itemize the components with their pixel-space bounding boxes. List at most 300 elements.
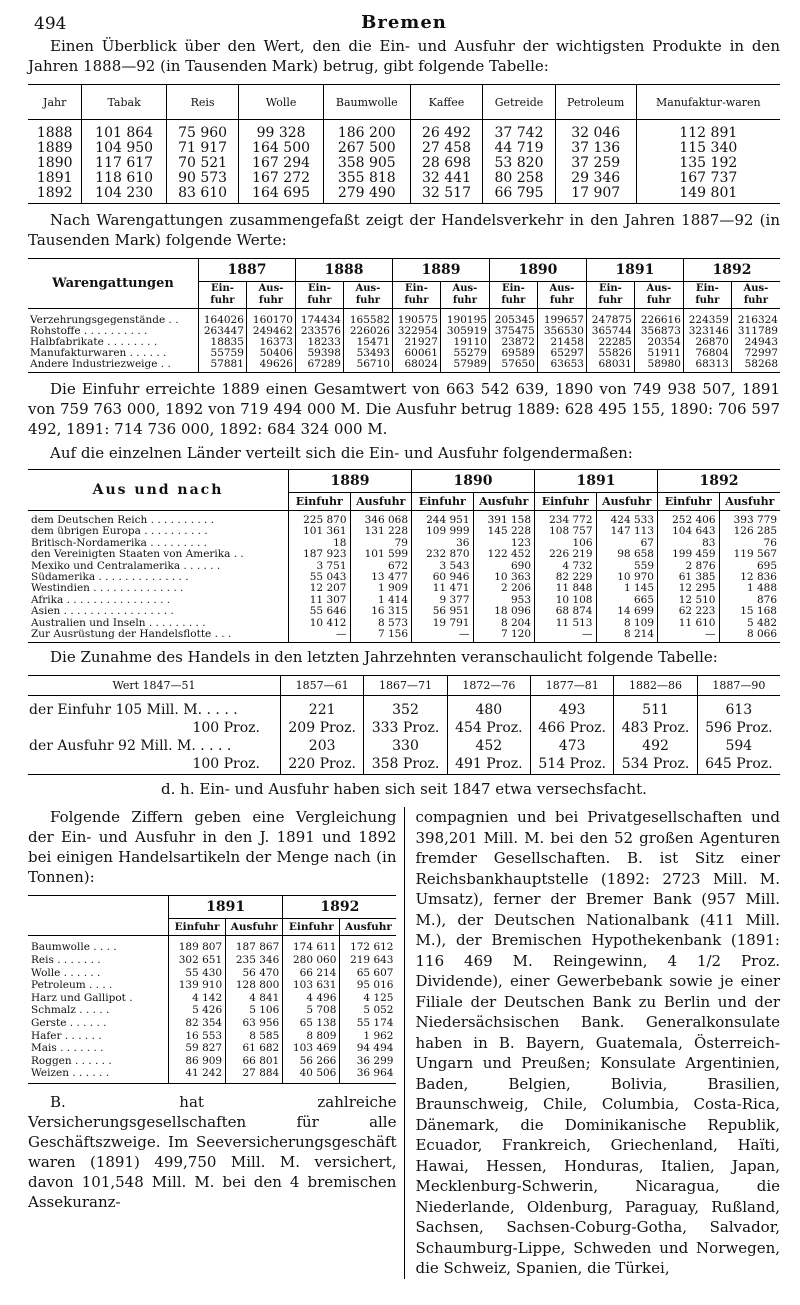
table-cell: 12 295 xyxy=(658,583,720,594)
table-cell: 473 xyxy=(531,737,614,755)
table-cell: 219 643 xyxy=(340,954,397,967)
row-label: der Ausfuhr 92 Mill. M. . . . . xyxy=(29,738,232,755)
table-cell: 68024 xyxy=(392,359,440,373)
subheader: Ein-fuhr xyxy=(392,282,440,309)
row-label: dem übrigen Europa . . . . . . . . . . xyxy=(31,525,208,538)
table-cell: 1 962 xyxy=(340,1030,397,1043)
table-cell: 1891 xyxy=(36,170,73,186)
products-table xyxy=(28,84,780,204)
subheader: Einfuhr xyxy=(169,919,226,936)
table-cell: 53 820 xyxy=(483,156,556,171)
subheader: Ausfuhr xyxy=(473,493,535,511)
table-row xyxy=(28,719,780,737)
table-cell: 82 229 xyxy=(535,572,597,583)
categories-table xyxy=(28,258,780,373)
row-label: Rohstoffe . . . . . . . . . . xyxy=(30,325,148,337)
table-row xyxy=(28,511,780,527)
year-header: 1892 xyxy=(658,470,781,493)
countries-header: Aus und nach xyxy=(28,470,289,511)
table-cell: 3 751 xyxy=(289,561,351,572)
table-cell: 67289 xyxy=(295,359,343,373)
table-cell: 187 867 xyxy=(226,936,283,954)
row-label: Südamerika . . . . . . . . . . . . . . xyxy=(31,571,189,584)
table-cell: 49626 xyxy=(246,359,295,373)
insurance-paragraph: B. hat zahlreiche Versicherungsgesellschaften für alle Geschäftszweige. Im Seeversicherungsgeschäft waren (1891) 499,750 Mill. M. versichert, davon 101,548 Mill. M. bei den 4 bremischen Assekuranz- xyxy=(28,1093,397,1211)
table-cell: 8 204 xyxy=(473,618,535,629)
table-cell: 11 307 xyxy=(289,595,351,606)
table-cell: 63653 xyxy=(537,359,586,373)
table-cell: 10 970 xyxy=(596,572,658,583)
table-cell: 37 259 xyxy=(555,156,636,171)
table-cell: 76804 xyxy=(683,348,731,359)
table-cell: 164 695 xyxy=(239,186,323,204)
table-cell: 57881 xyxy=(199,359,247,373)
table-cell: 108 757 xyxy=(535,526,597,537)
column-header: 1857—61 xyxy=(281,676,364,696)
table-cell: 86 909 xyxy=(169,1055,226,1068)
page-title: Bremen xyxy=(361,12,447,33)
table-cell: 876 xyxy=(719,595,780,606)
countries-table xyxy=(28,469,780,643)
table-cell: 4 142 xyxy=(169,992,226,1005)
table-cell: 23872 xyxy=(489,337,537,348)
table-cell: 131 228 xyxy=(350,526,412,537)
table-cell: 12 207 xyxy=(289,583,351,594)
table-cell: 164 500 xyxy=(239,141,323,156)
table-cell: 244 951 xyxy=(412,511,474,527)
table-cell: 101 361 xyxy=(289,526,351,537)
row-label: den Vereinigten Staaten von Amerika . . xyxy=(31,548,244,561)
table-cell: 11 610 xyxy=(658,618,720,629)
year-header: 1891 xyxy=(535,470,658,493)
column-header: 1872—76 xyxy=(447,676,530,696)
column-header: Baumwolle xyxy=(323,85,410,120)
table-row xyxy=(28,1042,396,1055)
table-cell: 26 492 xyxy=(410,120,483,142)
table-cell: 66 801 xyxy=(226,1055,283,1068)
table-cell: 1889 xyxy=(36,140,73,156)
totals-paragraph: Die Einfuhr erreichte 1889 einen Gesamtwert von 663 542 639, 1890 von 749 938 507, 1891 von 759 763 000, 1892 von 719 494 000 M. Die Ausfuhr betrug 1889: 628 495 155, 1890: 706 597 492, 1891: 714 736 000, 1892: 684 324 000 M. xyxy=(28,380,780,438)
table-row xyxy=(28,936,396,954)
left-column xyxy=(28,807,405,1279)
subheader: Aus-fuhr xyxy=(246,282,295,309)
subheader: Einfuhr xyxy=(289,493,351,511)
subheader: Ausfuhr xyxy=(719,493,780,511)
table-row xyxy=(28,606,780,617)
table-cell: 20354 xyxy=(634,337,683,348)
table-cell: 26870 xyxy=(683,337,731,348)
subheader: Ein-fuhr xyxy=(683,282,731,309)
table-cell: 15471 xyxy=(343,337,392,348)
row-label: Halbfabrikate . . . . . . . . xyxy=(30,336,158,348)
table-cell: 187 923 xyxy=(289,549,351,560)
row-label: Petroleum . . . . xyxy=(31,979,113,992)
table-cell: 613 xyxy=(697,696,780,720)
table-cell: 232 870 xyxy=(412,549,474,560)
table-cell: 104 950 xyxy=(82,141,166,156)
table-cell: 311789 xyxy=(731,326,780,337)
table-cell: 13 477 xyxy=(350,572,412,583)
table-row xyxy=(28,629,780,643)
table-cell: 355 818 xyxy=(323,171,410,186)
table-cell: 98 658 xyxy=(596,549,658,560)
table-cell: 76 xyxy=(719,538,780,549)
table-cell: 104 230 xyxy=(82,186,166,204)
table-cell: 220 Proz. xyxy=(281,755,364,775)
table-cell: 122 452 xyxy=(473,549,535,560)
table-cell: 21458 xyxy=(537,337,586,348)
column-header: Tabak xyxy=(82,85,166,120)
banks-consulates-paragraph: compagnien und bei Privatgesellschaften und 398,201 Mill. M. bei den 52 großen Agenturen fremder Gesellschaften. B. ist Sitz einer Reichsbankhauptstelle (1892: 2723 Mill. M. Umsatz), ferner der Bremer Bank (957 Mill. M.), der Deutschen Nationalbank (411 Mill. M.), der Bremischen Hypothekenbank (1891: 116 469 M. Reingewinn, 4 1/2 Proz. Dividende), einer Gewerbebank sowie je einer Filiale der Deutschen Bank zu Berlin und der Niedersächsischen Bank. Generalkonsulate haben in B. Bayern, Guatemala, Österreich-Ungarn und Preußen; Konsulate Argentinien, Baden, Belgien, Bolivia, Brasilien, Braunschweig, Chile, Columbia, Costa-Rica, Dänemark, die Dominikanische Republik, Ecuador, Frankreich, Griechenland, Haïti, Hawai, Hessen, Honduras, Italien, Japan, Mecklenburg-Schwerin, Nicaragua, die Niederlande, Oldenburg, Paraguay, Rußland, Sachsen, Sachsen-Coburg-Gotha, Salvador, Schaumburg-Lippe, Schweden und Norwegen, die Schweiz, Spanien, die Türkei, xyxy=(415,808,780,1278)
table-cell: 160170 xyxy=(246,309,295,327)
table-cell: 101 864 xyxy=(82,120,166,142)
table-cell: 480 xyxy=(447,696,530,720)
table-cell: 190575 xyxy=(392,309,440,327)
year-header: 1892 xyxy=(683,259,780,282)
two-columns xyxy=(28,807,780,1279)
table-cell: 5 708 xyxy=(283,1004,340,1017)
table-cell: 5 052 xyxy=(340,1004,397,1017)
table-cell: 27 458 xyxy=(410,141,483,156)
table-cell: 60 946 xyxy=(412,572,474,583)
table-cell: 65 138 xyxy=(283,1017,340,1030)
document-page xyxy=(28,10,780,1279)
table-cell: 101 599 xyxy=(350,549,412,560)
table-cell: 18835 xyxy=(199,337,247,348)
table-cell: 55 646 xyxy=(289,606,351,617)
table-cell: 452 xyxy=(447,737,530,755)
year-header: 1890 xyxy=(412,470,535,493)
table-cell: 16 553 xyxy=(169,1030,226,1043)
table-cell: 234 772 xyxy=(535,511,597,527)
row-label: Gerste . . . . . . xyxy=(31,1017,107,1030)
table-cell: 95 016 xyxy=(340,979,397,992)
table-cell: 233576 xyxy=(295,326,343,337)
table-cell: 126 285 xyxy=(719,526,780,537)
table-cell: 203 xyxy=(281,737,364,755)
table-cell: 90 573 xyxy=(166,171,239,186)
subheader: Aus-fuhr xyxy=(634,282,683,309)
table-cell: 14 699 xyxy=(596,606,658,617)
table-cell: 2 876 xyxy=(658,561,720,572)
intro-growth: Die Zunahme des Handels in den letzten Jahrzehnten veranschaulicht folgende Tabelle: xyxy=(50,648,718,667)
table-cell: 305919 xyxy=(440,326,489,337)
table-cell: 189 807 xyxy=(169,936,226,954)
table-cell: 333 Proz. xyxy=(364,719,447,737)
table-cell: 221 xyxy=(281,696,364,720)
table-row xyxy=(28,359,780,373)
table-cell: 53493 xyxy=(343,348,392,359)
table-cell: 18233 xyxy=(295,337,343,348)
subheader: Einfuhr xyxy=(412,493,474,511)
table-row xyxy=(28,156,780,171)
table-cell: 55279 xyxy=(440,348,489,359)
table-row xyxy=(28,171,780,186)
year-header: 1889 xyxy=(289,470,412,493)
table-cell: 358 905 xyxy=(323,156,410,171)
table-cell: 491 Proz. xyxy=(447,755,530,775)
table-cell: 199657 xyxy=(537,309,586,327)
table-cell: 27 884 xyxy=(226,1067,283,1083)
table-cell: 61 385 xyxy=(658,572,720,583)
category-header: Warengattungen xyxy=(28,259,199,309)
table-cell: 16 315 xyxy=(350,606,412,617)
table-cell: 57989 xyxy=(440,359,489,373)
row-label: 100 Proz. xyxy=(192,720,260,737)
table-cell: 37 742 xyxy=(483,120,556,142)
table-cell: 8 214 xyxy=(596,629,658,643)
table-cell: 330 xyxy=(364,737,447,755)
table-cell: 8 066 xyxy=(719,629,780,643)
year-header: 1888 xyxy=(295,259,392,282)
table-cell: 118 610 xyxy=(82,171,166,186)
table-cell: 252 406 xyxy=(658,511,720,527)
column-header: Kaffee xyxy=(410,85,483,120)
table-cell: 55826 xyxy=(586,348,634,359)
table-cell: 466 Proz. xyxy=(531,719,614,737)
subheader: Ausfuhr xyxy=(596,493,658,511)
table-cell: 36 299 xyxy=(340,1055,397,1068)
table-cell: 424 533 xyxy=(596,511,658,527)
table-cell: 559 xyxy=(596,561,658,572)
table-cell: 454 Proz. xyxy=(447,719,530,737)
table-cell: 8 809 xyxy=(283,1030,340,1043)
table-cell: 172 612 xyxy=(340,936,397,954)
table-cell: 690 xyxy=(473,561,535,572)
table-cell: 56710 xyxy=(343,359,392,373)
table-cell: 56 951 xyxy=(412,606,474,617)
table-cell: 112 891 xyxy=(636,120,780,142)
table-cell: 7 156 xyxy=(350,629,412,643)
table-cell: 1 909 xyxy=(350,583,412,594)
table-cell: 225 870 xyxy=(289,511,351,527)
year-header: 1891 xyxy=(169,896,283,919)
table-cell: 83 xyxy=(658,538,720,549)
table-cell: 55 430 xyxy=(169,967,226,980)
table-cell: 1888 xyxy=(36,125,73,141)
table-cell: 199 459 xyxy=(658,549,720,560)
year-header: 1891 xyxy=(586,259,683,282)
table-cell: 28 698 xyxy=(410,156,483,171)
table-cell: 4 841 xyxy=(226,992,283,1005)
table-cell: 147 113 xyxy=(596,526,658,537)
row-label: Zur Ausrüstung der Handelsflotte . . . xyxy=(28,629,289,643)
table-cell: 149 801 xyxy=(636,186,780,204)
table-row xyxy=(28,1030,396,1043)
row-label: Reis . . . . . . . xyxy=(31,954,101,967)
table-cell: 10 363 xyxy=(473,572,535,583)
table-cell: 70 521 xyxy=(166,156,239,171)
table-cell: 57650 xyxy=(489,359,537,373)
table-cell: 56 470 xyxy=(226,967,283,980)
subheader: Einfuhr xyxy=(658,493,720,511)
table-cell: 267 500 xyxy=(323,141,410,156)
table-cell: 12 836 xyxy=(719,572,780,583)
row-label: Asien . . . . . . . . . . . . . . . . . xyxy=(31,605,174,618)
column-header: Getreide xyxy=(483,85,556,120)
table-cell: 534 Proz. xyxy=(614,755,697,775)
subheader: Ein-fuhr xyxy=(199,282,247,309)
table-cell: 32 441 xyxy=(410,171,483,186)
subheader: Ein-fuhr xyxy=(586,282,634,309)
table-row xyxy=(28,967,396,980)
table-row xyxy=(28,1067,396,1083)
table-cell: 62 223 xyxy=(658,606,720,617)
table-cell: 174 611 xyxy=(283,936,340,954)
table-row xyxy=(28,120,780,142)
table-cell: 103 469 xyxy=(283,1042,340,1055)
table-cell: 59398 xyxy=(295,348,343,359)
table-cell: 18 096 xyxy=(473,606,535,617)
column-header: 1887—90 xyxy=(697,676,780,696)
table-cell: 205345 xyxy=(489,309,537,327)
intro-tonnage: Folgende Ziffern geben eine Vergleichung der Ein- und Ausfuhr in den J. 1891 und 1892 bei einigen Handelsartikeln der Menge nach (in Tonnen): xyxy=(28,808,397,887)
table-row xyxy=(28,979,396,992)
table-cell: 106 xyxy=(535,538,597,549)
table-cell: 209 Proz. xyxy=(281,719,364,737)
table-cell: 66 795 xyxy=(483,186,556,204)
row-label: Harz und Gallipot . xyxy=(31,991,133,1004)
table-cell: 511 xyxy=(614,696,697,720)
row-label: Mexiko und Centralamerika . . . . . . xyxy=(31,559,221,572)
column-header: Wert 1847—51 xyxy=(28,676,281,696)
table-row xyxy=(28,755,780,775)
table-cell: 41 242 xyxy=(169,1067,226,1083)
table-cell: 514 Proz. xyxy=(531,755,614,775)
table-cell: 65297 xyxy=(537,348,586,359)
year-header: 1889 xyxy=(392,259,489,282)
growth-table xyxy=(28,675,780,775)
table-cell: — xyxy=(658,629,720,643)
table-cell: 167 272 xyxy=(239,171,323,186)
table-cell: 167 737 xyxy=(636,171,780,186)
row-label: Verzehrungsgegenstände . . xyxy=(30,314,179,326)
table-cell: 5 106 xyxy=(226,1004,283,1017)
row-label: Roggen . . . . . . xyxy=(31,1054,112,1067)
table-row xyxy=(28,737,780,755)
year-header: 1892 xyxy=(283,896,397,919)
table-cell: 55759 xyxy=(199,348,247,359)
row-label: Mais . . . . . . . xyxy=(31,1042,104,1055)
table-cell: 37 136 xyxy=(555,141,636,156)
row-label: Wolle . . . . . . xyxy=(31,966,101,979)
table-cell: 51911 xyxy=(634,348,683,359)
table-cell: 18 xyxy=(289,538,351,549)
table-cell: 174434 xyxy=(295,309,343,327)
right-column xyxy=(405,807,780,1279)
column-header: 1877—81 xyxy=(531,676,614,696)
table-cell: 356530 xyxy=(537,326,586,337)
row-label: Westindien . . . . . . . . . . . . . . xyxy=(31,582,184,595)
table-cell: 10 108 xyxy=(535,595,597,606)
table-cell: 79 xyxy=(350,538,412,549)
table-cell: 216324 xyxy=(731,309,780,327)
table-cell: 226 219 xyxy=(535,549,597,560)
table-cell: 4 732 xyxy=(535,561,597,572)
table-cell: 69589 xyxy=(489,348,537,359)
table-cell: 65 607 xyxy=(340,967,397,980)
table-cell: 375475 xyxy=(489,326,537,337)
table-cell: 302 651 xyxy=(169,954,226,967)
page-header xyxy=(28,10,780,36)
table-cell: 99 328 xyxy=(239,120,323,142)
table-cell: 1890 xyxy=(36,155,73,171)
subheader: Aus-fuhr xyxy=(537,282,586,309)
table-row xyxy=(28,1055,396,1068)
table-cell: 72997 xyxy=(731,348,780,359)
column-header: Wolle xyxy=(239,85,323,120)
table-cell: 66 214 xyxy=(283,967,340,980)
table-cell: — xyxy=(412,629,474,643)
table-cell: 63 956 xyxy=(226,1017,283,1030)
table-row xyxy=(28,186,780,204)
row-label: Britisch-Nordamerika . . . . . . . . . xyxy=(31,536,208,549)
table-cell: 8 109 xyxy=(596,618,658,629)
table-cell: 493 xyxy=(531,696,614,720)
table-cell: 4 125 xyxy=(340,992,397,1005)
table-cell: 249462 xyxy=(246,326,295,337)
table-cell: 68 874 xyxy=(535,606,597,617)
table-cell: 346 068 xyxy=(350,511,412,527)
table-cell: 29 346 xyxy=(555,171,636,186)
table-cell: 19110 xyxy=(440,337,489,348)
table-cell: 1 145 xyxy=(596,583,658,594)
row-label: Weizen . . . . . . xyxy=(28,1067,169,1083)
column-header: Petroleum xyxy=(555,85,636,120)
table-cell: 17 907 xyxy=(555,186,636,204)
table-cell: 40 506 xyxy=(283,1067,340,1083)
table-cell: — xyxy=(289,629,351,643)
subheader: Ein-fuhr xyxy=(489,282,537,309)
table-cell: 645 Proz. xyxy=(697,755,780,775)
table-cell: 365744 xyxy=(586,326,634,337)
table-cell: 5 482 xyxy=(719,618,780,629)
table-cell: 280 060 xyxy=(283,954,340,967)
table-row xyxy=(28,309,780,327)
subheader: Ausfuhr xyxy=(340,919,397,936)
table-cell: 9 377 xyxy=(412,595,474,606)
table-cell: 94 494 xyxy=(340,1042,397,1055)
row-label: Andere Industriezweige . . xyxy=(28,359,199,373)
row-label: Manufakturwaren . . . . . . xyxy=(30,347,167,359)
table-cell: 8 585 xyxy=(226,1030,283,1043)
table-cell: 356873 xyxy=(634,326,683,337)
table-cell: 186 200 xyxy=(323,120,410,142)
row-label: Baumwolle . . . . xyxy=(31,941,117,954)
table-row xyxy=(28,1017,396,1030)
table-cell: 1892 xyxy=(28,186,82,204)
table-cell: 21927 xyxy=(392,337,440,348)
subheader: Ein-fuhr xyxy=(295,282,343,309)
table-row xyxy=(28,992,396,1005)
table-row xyxy=(28,549,780,560)
row-label: Schmalz . . . . . xyxy=(31,1004,110,1017)
table-row xyxy=(28,1004,396,1017)
table-cell: 483 Proz. xyxy=(614,719,697,737)
table-cell: 56 266 xyxy=(283,1055,340,1068)
table-cell: 226026 xyxy=(343,326,392,337)
subheader: Aus-fuhr xyxy=(343,282,392,309)
table-cell: 665 xyxy=(596,595,658,606)
intro-countries: Auf die einzelnen Länder verteilt sich die Ein- und Ausfuhr folgendermaßen: xyxy=(50,444,633,462)
table-cell: 672 xyxy=(350,561,412,572)
table-cell: 123 xyxy=(473,538,535,549)
year-header: 1890 xyxy=(489,259,586,282)
table-cell: 323146 xyxy=(683,326,731,337)
table-cell: 32 046 xyxy=(555,120,636,142)
growth-summary: d. h. Ein- und Ausfuhr haben sich seit 1847 etwa versechsfacht. xyxy=(161,780,647,799)
table-cell: 80 258 xyxy=(483,171,556,186)
